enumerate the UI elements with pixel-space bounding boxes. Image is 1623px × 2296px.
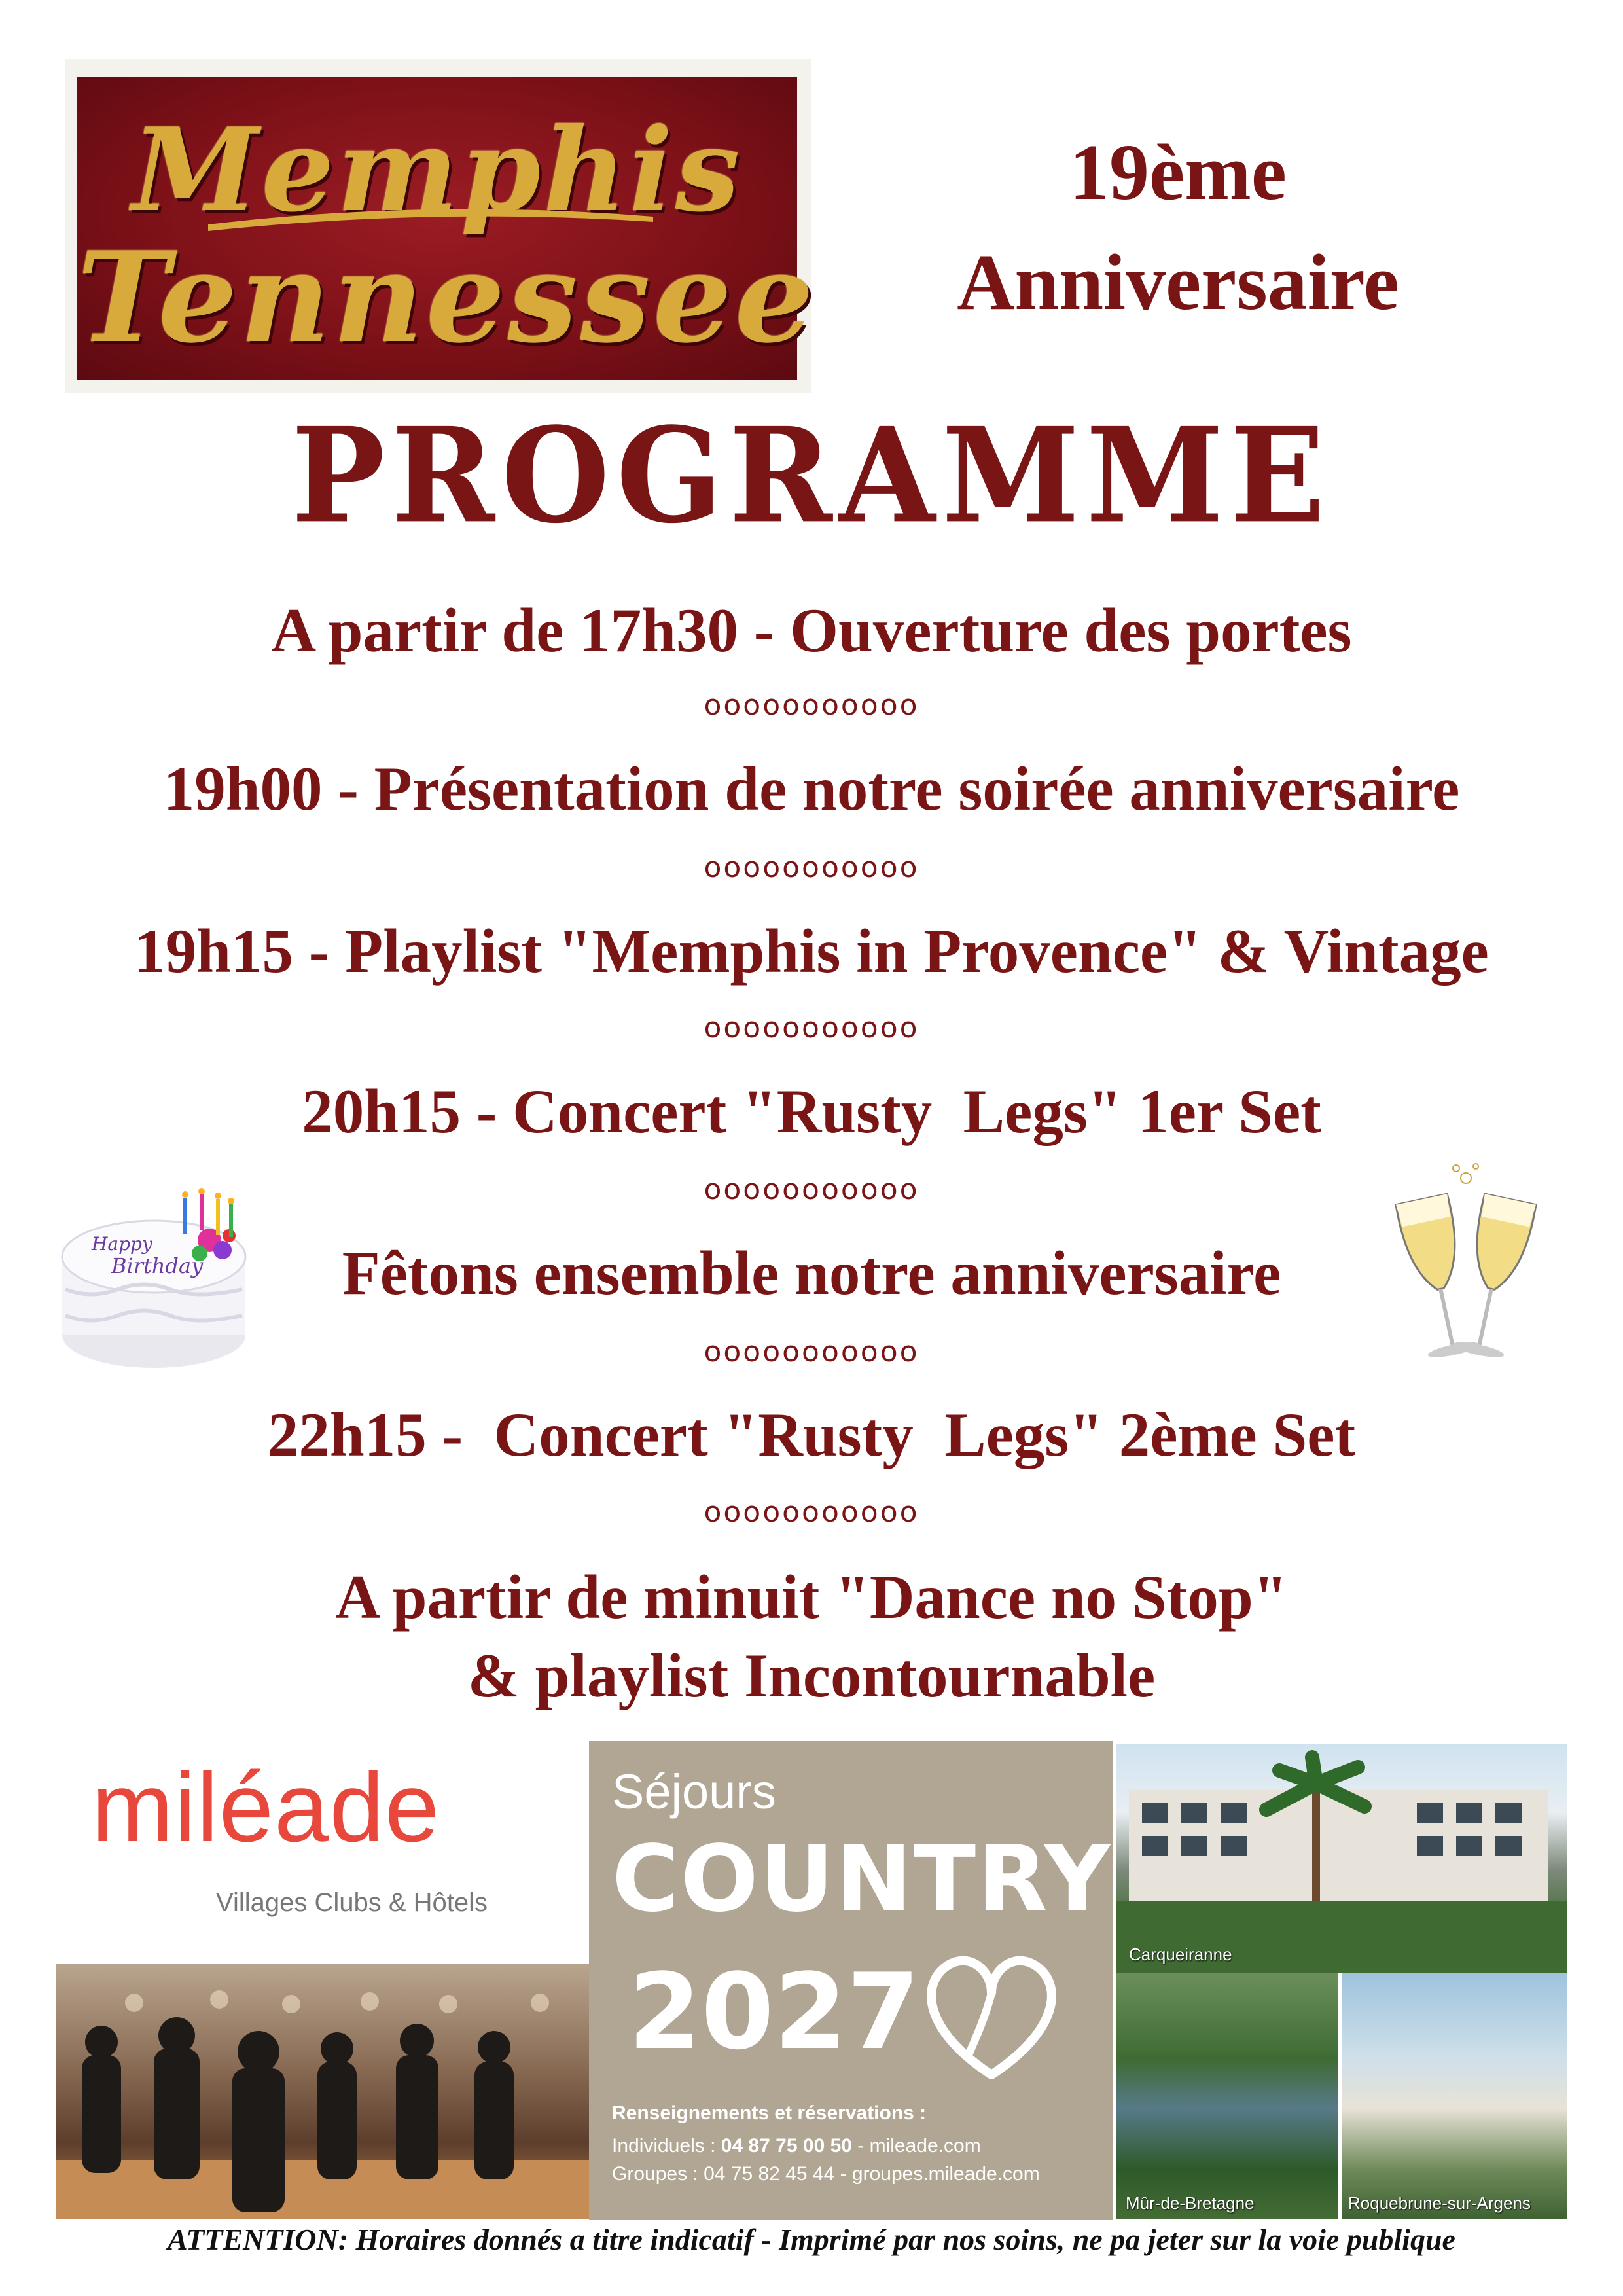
- birthday-cake-icon: [52, 1158, 255, 1381]
- separator: ooooooooooo: [704, 1496, 919, 1529]
- schedule-item: 22h15 - Concert "Rusty Legs" 2ème Set: [267, 1400, 1356, 1469]
- reservations-title: Renseignements et réservations :: [612, 2102, 927, 2124]
- programme-title: PROGRAMME: [291, 399, 1332, 552]
- schedule-item: 20h15 - Concert "Rusty Legs" 1er Set: [302, 1077, 1321, 1146]
- photo-label-mur-de-bretagne: Mûr-de-Bretagne: [1126, 2193, 1255, 2213]
- schedule-item: A partir de 17h30 - Ouverture des portes: [271, 596, 1352, 665]
- logo-background: [77, 77, 817, 380]
- mileade-heart-icon: [913, 1941, 1070, 2085]
- mileade-tagline: Villages Clubs & Hôtels: [216, 1888, 488, 1917]
- dancers-image: [56, 1964, 592, 2219]
- champagne-glasses-icon: [1374, 1158, 1558, 1381]
- carqueiranne-photo: [1116, 1744, 1567, 1973]
- sejours-label: Séjours: [612, 1765, 776, 1819]
- separator: ooooooooooo: [704, 851, 919, 884]
- country-year: 2027: [628, 1950, 920, 2073]
- individuals-site: - mileade.com: [851, 2135, 981, 2157]
- roquebrune-photo: [1342, 1973, 1567, 2219]
- logo-word-tennessee: Tennessee: [77, 224, 817, 370]
- separator: ooooooooooo: [704, 1335, 919, 1369]
- reservations-individuals: [612, 2135, 981, 2157]
- anniversary-word: Anniversaire: [957, 238, 1399, 327]
- line-dance-photo: [56, 1964, 592, 2219]
- memphis-tennessee-logo: [65, 59, 817, 393]
- attention-footer: ATTENTION: Horaires donnés a titre indicatif - Imprimé par nos soins, ne pa jeter sur la voie publique: [168, 2223, 1455, 2256]
- separator: ooooooooooo: [704, 1011, 919, 1045]
- separator: ooooooooooo: [704, 689, 919, 722]
- schedule-item: A partir de minuit "Dance no Stop": [335, 1562, 1288, 1632]
- reservations-groups: Groupes : 04 75 82 45 44 - groupes.mileade.com: [612, 2163, 1040, 2185]
- photo-label-carqueiranne: Carqueiranne: [1129, 1945, 1232, 1964]
- country-title: COUNTRY: [612, 1826, 1112, 1933]
- logo-word-memphis: Memphis: [132, 103, 743, 238]
- separator: ooooooooooo: [704, 1173, 919, 1206]
- anniversary-heading: [851, 118, 1505, 338]
- mileade-brand: miléade: [92, 1752, 440, 1862]
- anniversary-number: 19ème: [1069, 128, 1287, 217]
- cake-text-happy: Happy: [92, 1233, 152, 1255]
- schedule-item: 19h15 - Playlist "Memphis in Provence" & Vintage: [134, 916, 1489, 986]
- cake-text-birthday: Birthday: [111, 1253, 204, 1278]
- individuals-label: Individuels :: [612, 2135, 721, 2157]
- individuals-phone: 04 87 75 00 50: [721, 2135, 852, 2157]
- mur-de-bretagne-photo: [1116, 1973, 1338, 2219]
- photo-label-roquebrune: Roquebrune-sur-Argens: [1348, 2193, 1531, 2213]
- schedule-item: 19h00 - Présentation de notre soirée anniversaire: [163, 754, 1460, 823]
- schedule-item: & playlist Incontournable: [467, 1641, 1156, 1710]
- hotel-building-image: [1116, 1744, 1567, 1973]
- schedule-item: Fêtons ensemble notre anniversaire: [342, 1238, 1281, 1308]
